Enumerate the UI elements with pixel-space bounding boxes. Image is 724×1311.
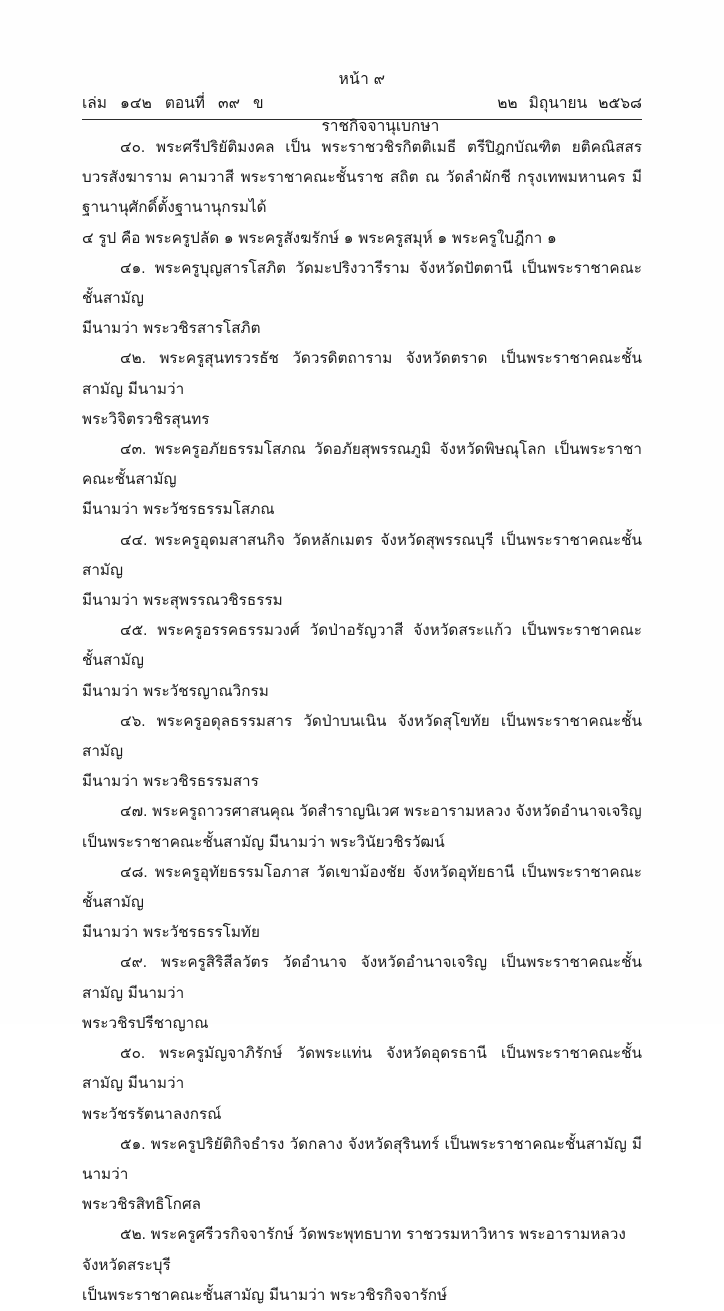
gazette-title: ราชกิจจานุเบกษา [321,118,440,136]
gazette-entry [82,948,642,1039]
gazette-entry [82,1220,642,1311]
entry-line: พระครูสิริสีลวัตร วัดอำนาจ จังหวัดอำนาจเจริญ เป็นพระราชาคณะชั้นสามัญ มีนามว่า [82,954,642,1002]
gazette-entry [82,707,642,798]
entry-number: ๔๙. [120,954,148,972]
header-divider [82,119,642,120]
entry-line: พระวัชรรัตนาลงกรณ์ [82,1105,222,1123]
gazette-entry [82,254,642,345]
series-letter: ข [252,94,264,112]
entry-line: พระครูอุดมสาสนกิจ วัดหลักเมตร จังหวัดสุพรรณบุรี เป็นพระราชาคณะชั้นสามัญ [82,531,643,579]
entry-number: ๔๔. [120,531,148,549]
entry-number: ๔๕. [120,622,148,640]
gazette-entry [82,797,642,857]
entry-number: ๔๐. [120,139,146,156]
gazette-entry [82,526,642,617]
page-header [82,70,642,136]
entry-line: มีนามว่า พระวัชรธรรมโสภณ [82,501,275,519]
entry-line: พระครูอุทัยธรรมโอภาส วัดเขาม้องชัย จังหวัดอุทัยธานี เป็นพระราชาคณะชั้นสามัญ [82,863,642,912]
entry-line: พระครูสุนทรวรธัช วัดวรดิตถาราม จังหวัดตราด เป็นพระราชาคณะชั้นสามัญ มีนามว่า [82,350,642,398]
entry-line: พระครูถาวรศาสนคุณ วัดสำราญนิเวศ พระอารามหลวง จังหวัดอำนาจเจริญ [152,803,642,821]
gazette-entry [82,133,642,254]
entry-line: มีนามว่า พระสุพรรณวชิรธรรม [82,592,283,610]
entry-number: ๕๒. [120,1226,146,1244]
entry-line: มีนามว่า พระวชิรสารโสภิต [82,320,261,338]
entry-line: มีนามว่า พระวัชรธรรโมทัย [82,924,260,942]
page-number-label: หน้า ๙ [338,71,386,88]
folio-left-group [82,92,264,115]
gazette-entry [82,616,642,707]
entry-line: มีนามว่า พระวัชรญาณวิกรม [82,682,269,700]
entry-line: พระวชิรสิทธิโกศล [82,1196,202,1214]
entry-line: พระครูปริยัติกิจธำรง วัดกลาง จังหวัดสุรินทร์ เป็นพระราชาคณะชั้นสามัญ มีนามว่า [82,1135,643,1183]
entry-line: พระครูศรีวรกิจจารักษ์ วัดพระพุทธบาท ราชวรมหาวิหาร พระอารามหลวง จังหวัดสระบุรี [82,1226,626,1274]
entry-line: พระครูมัญจาภิรักษ์ วัดพระแท่น จังหวัดอุดรธานี เป็นพระราชาคณะชั้นสามัญ มีนามว่า [82,1045,642,1093]
gazette-entry [82,344,642,435]
gazette-entry [82,858,642,949]
publication-day: ๒๒ [497,94,518,112]
entry-line: คามวาสี พระราชาคณะชั้นราช สถิต ณ วัดลำผักชี กรุงเทพมหานคร มีฐานานุศักดิ์ตั้งฐานานุกรมได้ [82,169,642,217]
folio-row [82,92,642,136]
entry-number: ๔๗. [120,803,148,821]
entry-line: พระศรีปริยัติมงคล เป็น พระราชวชิรกิตติเมธี ตรีปิฎกบัณฑิต ยติคณิสสร บวรสังฆาราม [82,139,643,187]
entry-line: เป็นพระราชาคณะชั้นสามัญ มีนามว่า พระวชิรกิจจารักษ์ [82,1286,448,1304]
entry-number: ๔๑. [120,259,146,277]
folio-middle [264,92,498,136]
entry-line: มีนามว่า พระวชิรธรรมสาร [82,773,259,791]
entry-line: พระครูบุญสารโสภิต วัดมะปริงวารีราม จังหวัดปัตตานี เป็นพระราชาคณะชั้นสามัญ [82,259,643,308]
section-label: ตอนที่ [164,94,206,112]
entry-number: ๔๒. [120,350,146,368]
entry-number: ๕๐. [120,1045,146,1063]
volume-number: ๑๔๒ [120,94,152,112]
entry-line: พระวชิรปรีชาญาณ [82,1014,209,1032]
folio-right-group [497,92,642,115]
entry-line: ๔ รูป คือ พระครูปลัด ๑ พระครูสังฆรักษ์ ๑ พระครูสมุห์ ๑ พระครูใบฎีกา ๑ [82,229,557,247]
section-number: ๓๙ [218,94,240,112]
entry-line: พระครูอรรคธรรมวงศ์ วัดป่าอรัญวาสี จังหวัดสระแก้ว เป็นพระราชาคณะชั้นสามัญ [82,622,643,670]
entry-number: ๕๑. [120,1135,146,1153]
publication-month: มิถุนายน [528,94,588,112]
entry-number: ๔๖. [120,712,146,730]
entry-line: พระวิจิตรวชิรสุนทร [82,410,210,428]
entry-line: พระครูอดุลธรรมสาร วัดป่าบนเนิน จังหวัดสุโขทัย เป็นพระราชาคณะชั้นสามัญ [82,712,642,761]
entry-line: เป็นพระราชาคณะชั้นสามัญ มีนามว่า พระวินัยวชิรวัฒน์ [82,833,445,851]
gazette-entry [82,1039,642,1130]
entry-line: พระครูอภัยธรรมโสภณ วัดอภัยสุพรรณภูมิ จังหวัดพิษณุโลก เป็นพระราชาคณะชั้นสามัญ [82,441,642,489]
publication-year: ๒๕๖๘ [598,94,642,112]
entry-number: ๔๘. [120,863,148,881]
body-text [82,133,642,1311]
volume-label: เล่ม [82,94,108,112]
gazette-entry [82,1130,642,1221]
entry-number: ๔๓. [120,441,147,459]
gazette-entry [82,435,642,526]
